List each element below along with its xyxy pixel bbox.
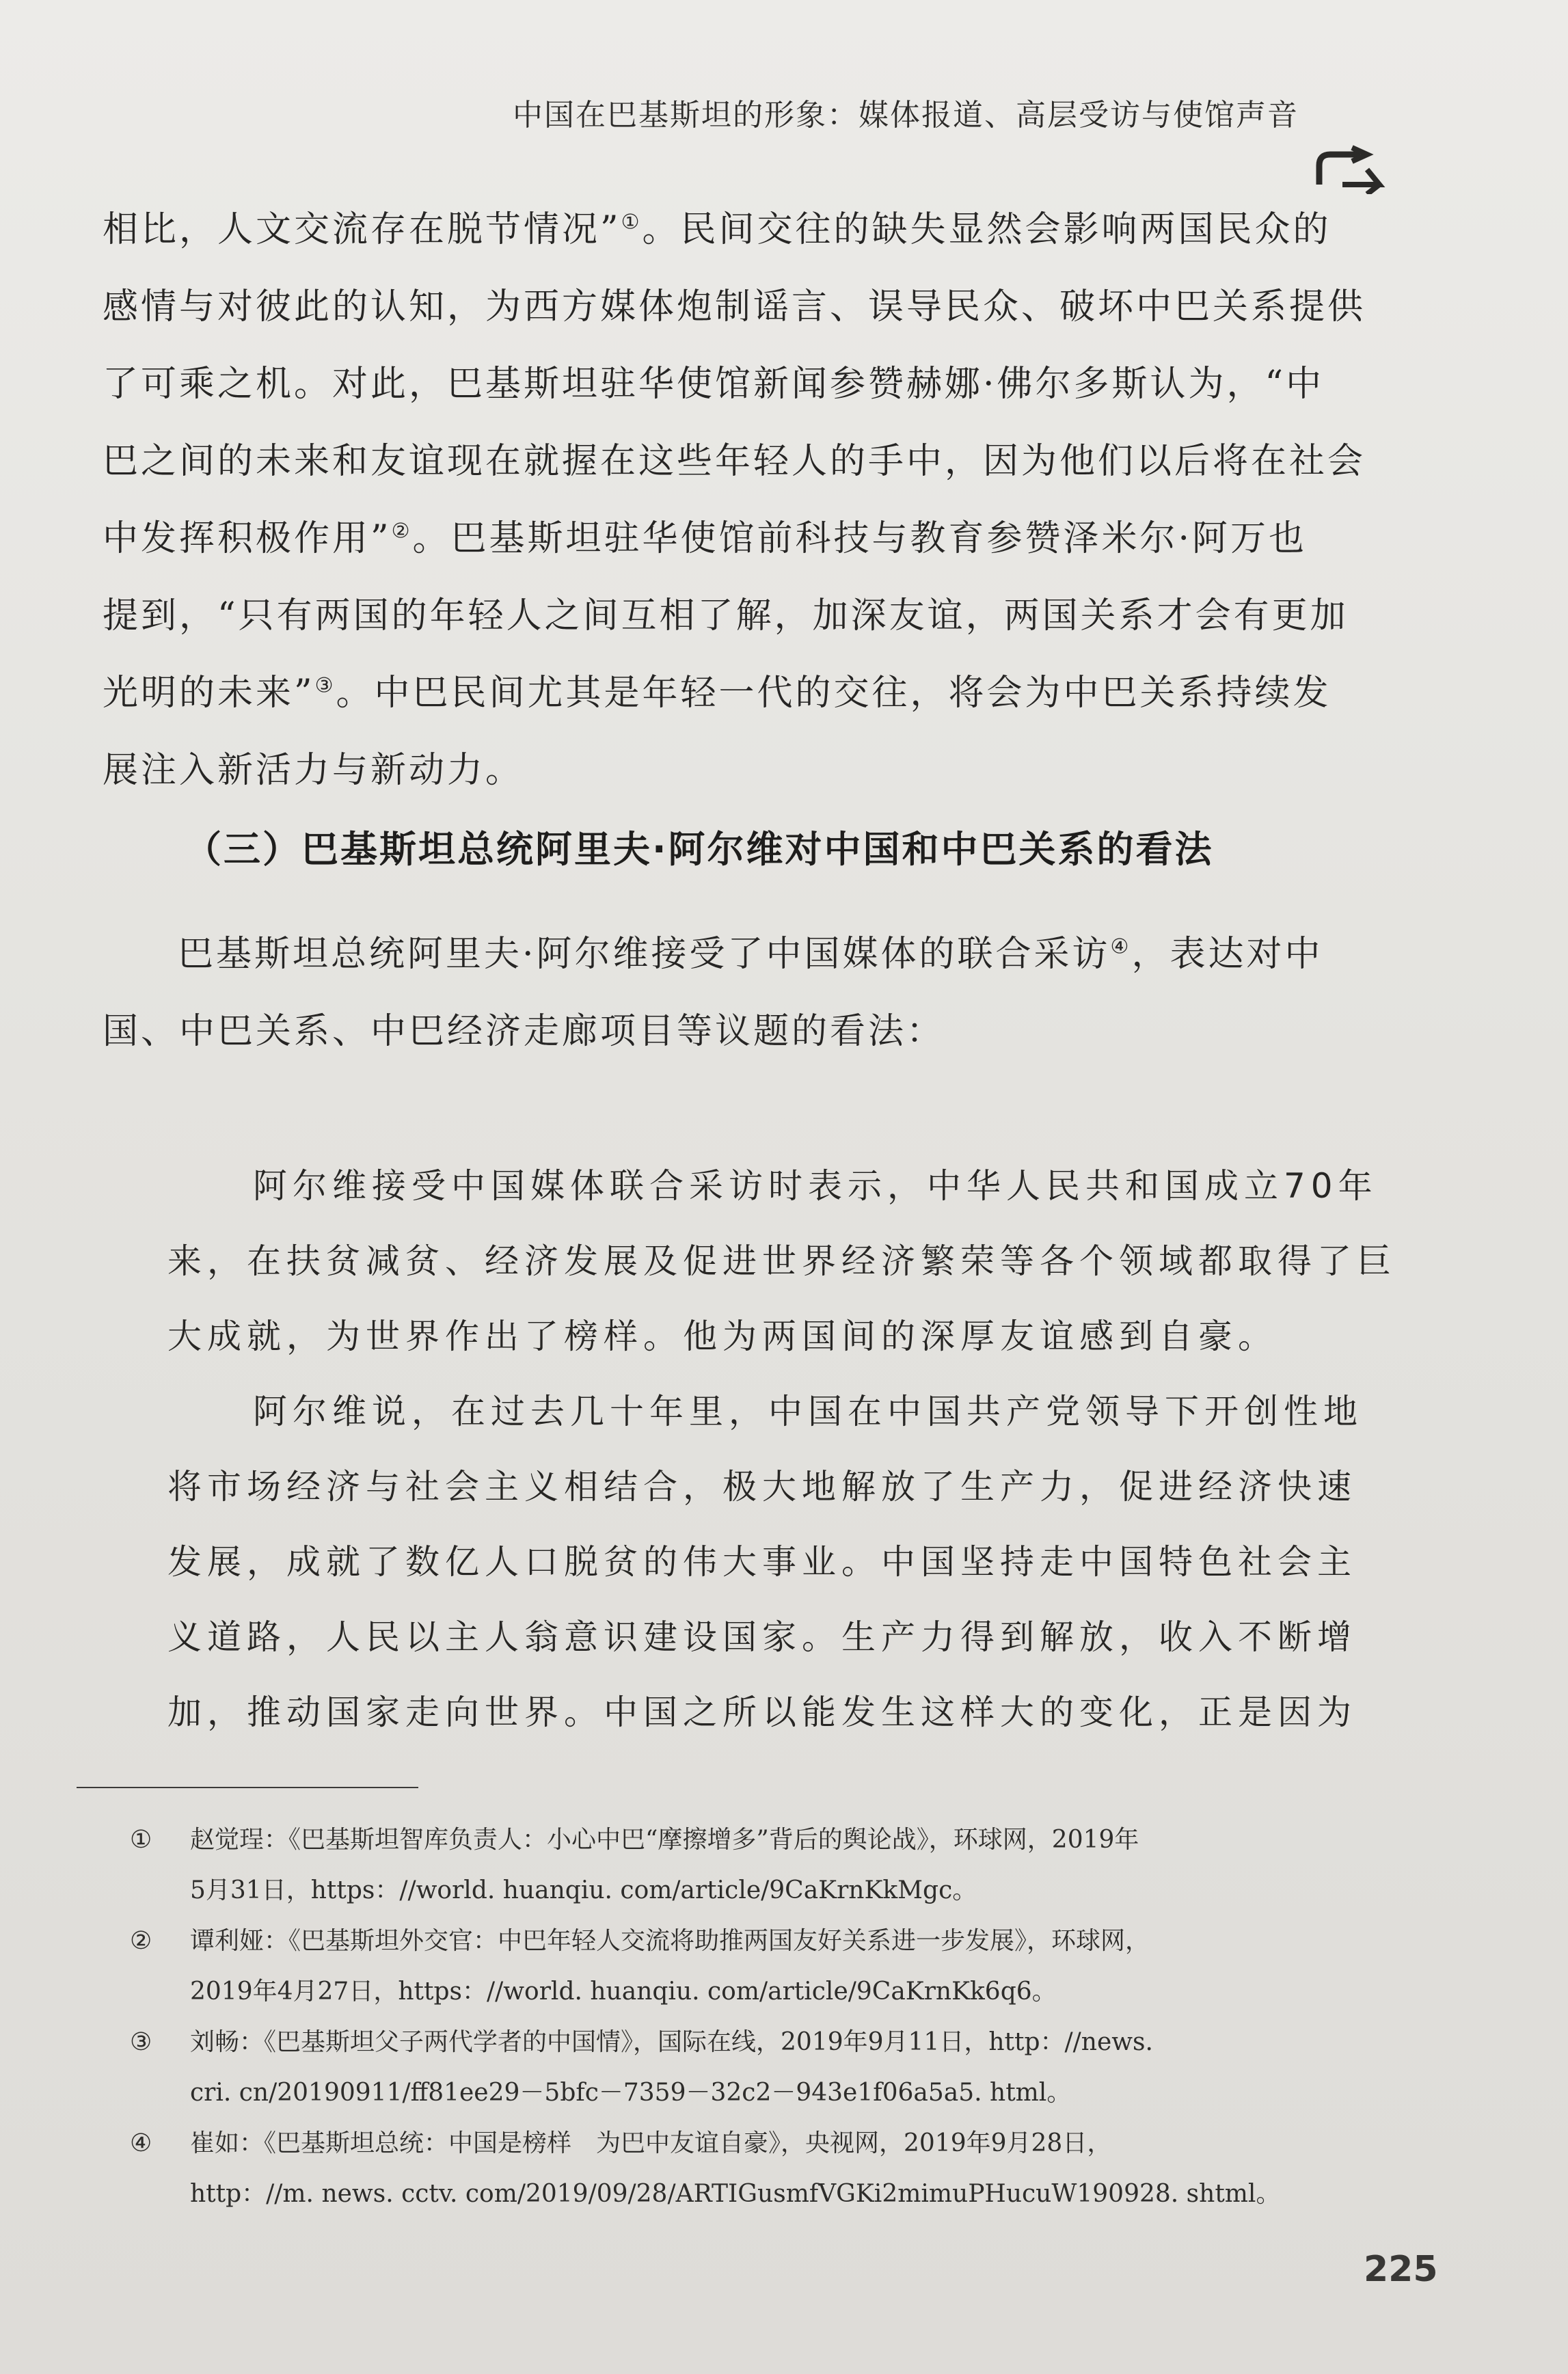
footnote-text: 赵觉珵：《巴基斯坦智库负责人：小心中巴“摩擦增多”背后的舆论战》，环球网，2019年 bbox=[190, 1826, 1139, 1854]
text-line: 国、中巴关系、中巴经济走廊项目等议题的看法： bbox=[103, 1011, 945, 1052]
body-paragraph bbox=[103, 191, 1401, 809]
text-line: 来，在扶贫减贫、经济发展及促进世界经济繁荣等各个领域都取得了巨 bbox=[167, 1241, 1396, 1281]
footnote-item bbox=[130, 1916, 1429, 2017]
text-line: 阿尔维说，在过去几十年里，中国在中国共产党领导下开创性地 bbox=[253, 1392, 1363, 1431]
footnote-text: 谭利娅：《巴基斯坦外交官：中巴年轻人交流将助推两国友好关系进一步发展》，环球网， bbox=[190, 1927, 1150, 1955]
footnote-item bbox=[130, 2017, 1429, 2118]
text-line: 了可乘之机。对此，巴基斯坦驻华使馆新闻参赞赫娜·佛尔多斯认为，“中 bbox=[103, 364, 1325, 405]
footnote-divider bbox=[77, 1787, 418, 1788]
intro-paragraph bbox=[103, 916, 1401, 1070]
footnotes bbox=[130, 1815, 1429, 2220]
return-arrow-icon bbox=[1312, 145, 1386, 194]
page-number: 225 bbox=[1364, 2249, 1438, 2290]
footnote-ref-2[interactable]: ② bbox=[391, 519, 413, 543]
text-line: 巴之间的未来和友谊现在就握在这些年轻人的手中，因为他们以后将在社会 bbox=[103, 441, 1366, 482]
footnote-mark: ① bbox=[130, 1826, 152, 1854]
text-line: 阿尔维接受中国媒体联合采访时表示，中华人民共和国成立70年 bbox=[253, 1166, 1378, 1206]
text-line: 中发挥积极作用”②。巴基斯坦驻华使馆前科技与教育参赞泽米尔·阿万也 bbox=[103, 518, 1308, 559]
footnote-ref-1[interactable]: ① bbox=[621, 210, 643, 234]
footnote-mark: ③ bbox=[130, 2028, 152, 2056]
text-line: 光明的未来”③。中巴民间尤其是年轻一代的交往，将会为中巴关系持续发 bbox=[103, 673, 1332, 714]
running-head: 中国在巴基斯坦的形象：媒体报道、高层受访与使馆声音 bbox=[513, 98, 1299, 133]
text-line: 相比，人文交流存在脱节情况”①。民间交往的缺失显然会影响两国民众的 bbox=[103, 209, 1332, 250]
footnote-link[interactable]: 2019年4月27日，https：//world. huanqiu. com/article/9CaKrnKk6q6。 bbox=[190, 1978, 1057, 2006]
text-line: 提到，“只有两国的年轻人之间互相了解，加深友谊，两国关系才会有更加 bbox=[103, 595, 1349, 636]
text-line: 感情与对彼此的认知，为西方媒体炮制谣言、误导民众、破坏中巴关系提供 bbox=[103, 286, 1366, 327]
footnote-ref-4[interactable]: ④ bbox=[1110, 934, 1132, 959]
footnote-link[interactable]: 5月31日，https：//world. huanqiu. com/article/9CaKrnKkMgc。 bbox=[190, 1876, 977, 1904]
text-line: 巴基斯坦总统阿里夫·阿尔维接受了中国媒体的联合采访④，表达对中 bbox=[178, 934, 1323, 975]
footnote-link[interactable]: http：//m. news. cctv. com/2019/09/28/ARTIGusmfVGKi2mimuPHucuW190928. shtml。 bbox=[190, 2180, 1281, 2208]
footnote-text: 刘畅：《巴基斯坦父子两代学者的中国情》，国际在线，2019年9月11日，http：//news. bbox=[190, 2028, 1153, 2056]
footnote-ref-3[interactable]: ③ bbox=[314, 673, 336, 698]
footnote-item bbox=[130, 2118, 1429, 2220]
text-line: 展注入新活力与新动力。 bbox=[103, 750, 524, 791]
footnote-mark: ④ bbox=[130, 2129, 152, 2157]
quoted-passage bbox=[167, 1148, 1418, 1750]
text-line: 大成就，为世界作出了榜样。他为两国间的深厚友谊感到自豪。 bbox=[167, 1317, 1278, 1356]
section-heading: （三）巴基斯坦总统阿里夫·阿尔维对中国和中巴关系的看法 bbox=[185, 828, 1214, 871]
text-line: 加，推动国家走向世界。中国之所以能发生这样大的变化，正是因为 bbox=[167, 1692, 1357, 1732]
footnote-text: 崔如：《巴基斯坦总统：中国是榜样 为巴中友谊自豪》，央视网，2019年9月28日， bbox=[190, 2129, 1112, 2157]
footnote-item bbox=[130, 1815, 1429, 1916]
footnote-mark: ② bbox=[130, 1927, 152, 1955]
text-line: 义道路，人民以主人翁意识建设国家。生产力得到解放，收入不断增 bbox=[167, 1617, 1357, 1657]
footnote-link[interactable]: cri. cn/20190911/ff81ee29－5bfc－7359－32c2－943e1f06a5a5. html。 bbox=[190, 2079, 1072, 2107]
text-line: 将市场经济与社会主义相结合，极大地解放了生产力，促进经济快速 bbox=[167, 1467, 1357, 1507]
text-line: 发展，成就了数亿人口脱贫的伟大事业。中国坚持走中国特色社会主 bbox=[167, 1542, 1357, 1582]
